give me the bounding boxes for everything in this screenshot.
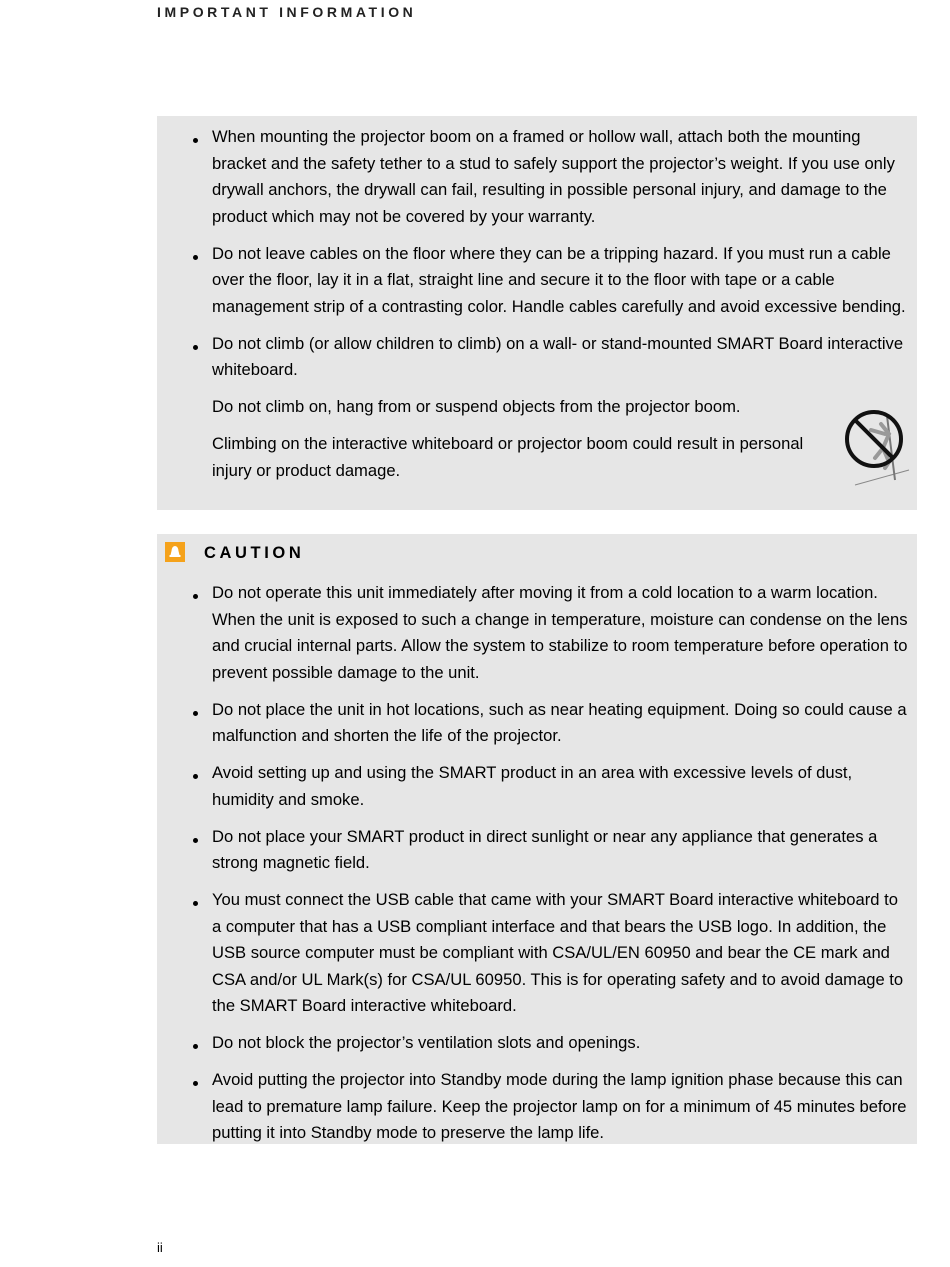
list-item: Do not block the projector’s ventilation slots and openings. [157, 1030, 917, 1057]
list-item: Do not place your SMART product in direct sunlight or near any appliance that generates a strong magnetic field. [157, 824, 917, 877]
caution-title: CAUTION [204, 544, 305, 562]
sub-paragraph: Do not climb on, hang from or suspend objects from the projector boom. [212, 397, 741, 416]
list-item: Do not place the unit in hot locations, such as near heating equipment. Doing so could cause a malfunction and shorten the life of the projector. [157, 697, 917, 750]
caution-warning-icon [165, 542, 185, 562]
sub-paragraph: Climbing on the interactive whiteboard or projector boom could result in personal injury or product damage. [212, 434, 804, 480]
list-item: Avoid putting the projector into Standby mode during the lamp ignition phase because this can lead to premature lamp failure. Keep the projector lamp on for a minimum of 45 minutes before putting it into Standby mode to preserve the lamp life. [157, 1067, 917, 1147]
list-item: Do not operate this unit immediately after moving it from a cold location to a warm location. When the unit is exposed to such a change in temperature, moisture can condense on the lens and crucial internal parts. Allow the system to stabilize to room temperature before operation to prevent possible damage to the unit. [157, 580, 917, 686]
warning-section [157, 116, 917, 510]
warning-list [157, 124, 917, 384]
list-item: Do not climb (or allow children to climb) on a wall- or stand-mounted SMART Board interactive whiteboard. [157, 331, 917, 384]
page-header-title: IMPORTANT INFORMATION [157, 4, 417, 20]
caution-list [157, 580, 917, 1147]
list-item: Do not leave cables on the floor where they can be a tripping hazard. If you must run a cable over the floor, lay it in a flat, straight line and secure it to the floor with tape or a cable management strip of a contrasting color. Handle cables carefully and avoid excessive bending. [157, 241, 917, 321]
no-climbing-icon [845, 408, 911, 488]
page-number: ii [157, 1240, 163, 1255]
caution-section [157, 534, 917, 1144]
list-item: When mounting the projector boom on a framed or hollow wall, attach both the mounting bracket and the safety tether to a stud to safely support the projector’s weight. If you use only drywall anchors, the drywall can fail, resulting in possible personal injury, and damage to the product which may not be covered by your warranty. [157, 124, 917, 230]
caution-header [157, 534, 917, 580]
list-item: Avoid setting up and using the SMART product in an area with excessive levels of dust, humidity and smoke. [157, 760, 917, 813]
list-item: You must connect the USB cable that came with your SMART Board interactive whiteboard to a computer that has a USB compliant interface and that bears the USB logo. In addition, the USB source computer must be compliant with CSA/UL/EN 60950 and bear the CE mark and CSA and/or UL Mark(s) for CSA/UL 60950. This is for operating safety and to avoid damage to the SMART Board interactive whiteboard. [157, 887, 917, 1020]
